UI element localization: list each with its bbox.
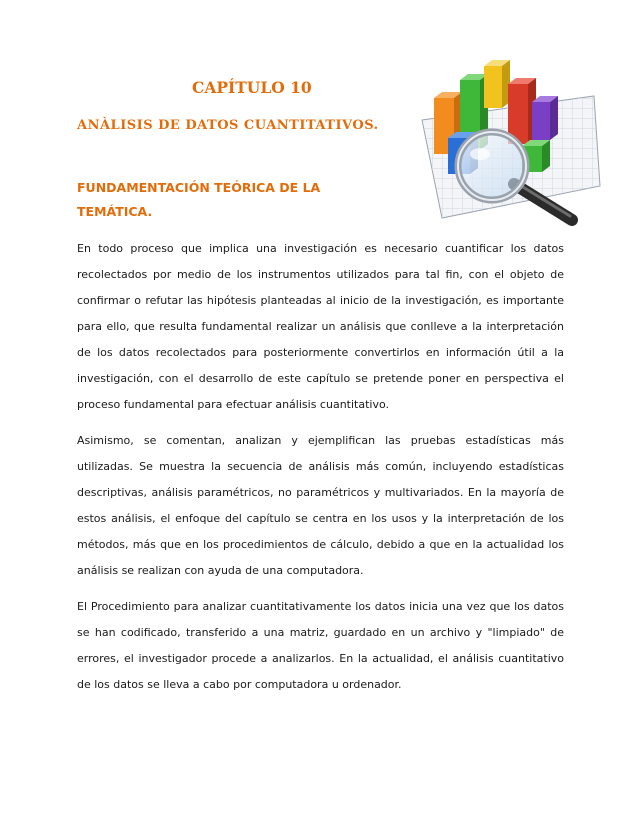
section-title-line: TEMÁTICA. xyxy=(77,204,153,219)
paragraph: Asimismo, se comentan, analizan y ejemplifican las pruebas estadísticas más utilizadas. Se muestra la secuencia de análisis más común, incluyendo estadísticas descriptivas, análisis paramétricos, no paramétricos y multivariados. En la mayoría de estos análisis, el enfoque del capítulo se centra en los usos y la interpretación de los métodos, más que en los procedimientos de cálculo, debido a que en la actualidad los análisis se realizan con ayuda de una computadora. xyxy=(77,434,564,577)
chapter-heading: CAPÍTULO 10 xyxy=(192,78,312,97)
section-title xyxy=(77,176,320,224)
section-title-line: FUNDAMENTACIÓN TEÓRICA DE LA xyxy=(77,180,321,195)
paragraph: El Procedimiento para analizar cuantitativamente los datos inicia una vez que los datos se han codificado, transferido a una matriz, guardado en un archivo y "limpiado" de errores, el investigador procede a analizarlos. En la actualidad, el análisis cuantitativo de los datos se lleva a cabo por computadora u ordenador. xyxy=(77,600,564,691)
chapter-title: ANÀLISIS DE DATOS CUANTITATIVOS. xyxy=(77,118,379,133)
bar-purple xyxy=(532,96,558,140)
bar-red xyxy=(508,78,536,144)
bar-chart-magnifier-icon xyxy=(372,58,608,230)
bar-yellow-face xyxy=(484,66,502,108)
body-text xyxy=(77,236,564,708)
paragraph: En todo proceso que implica una investigación es necesario cuantificar los datos recolectados por medio de los instrumentos utilizados para tal fin, con el objeto de confirmar o refutar las hipótesis planteadas al inicio de la investigación, es importante para ello, que resulta fundamental realizar un análisis que conlleve a la interpretación de los datos recolectados para posteriormente convertirlos en información útil a la investigación, con el desarrollo de este capítulo se pretende poner en perspectiva el proceso fundamental para efectuar análisis cuantitativo. xyxy=(77,242,564,411)
bar-yellow xyxy=(484,60,510,108)
bar-purple-face xyxy=(532,102,550,140)
